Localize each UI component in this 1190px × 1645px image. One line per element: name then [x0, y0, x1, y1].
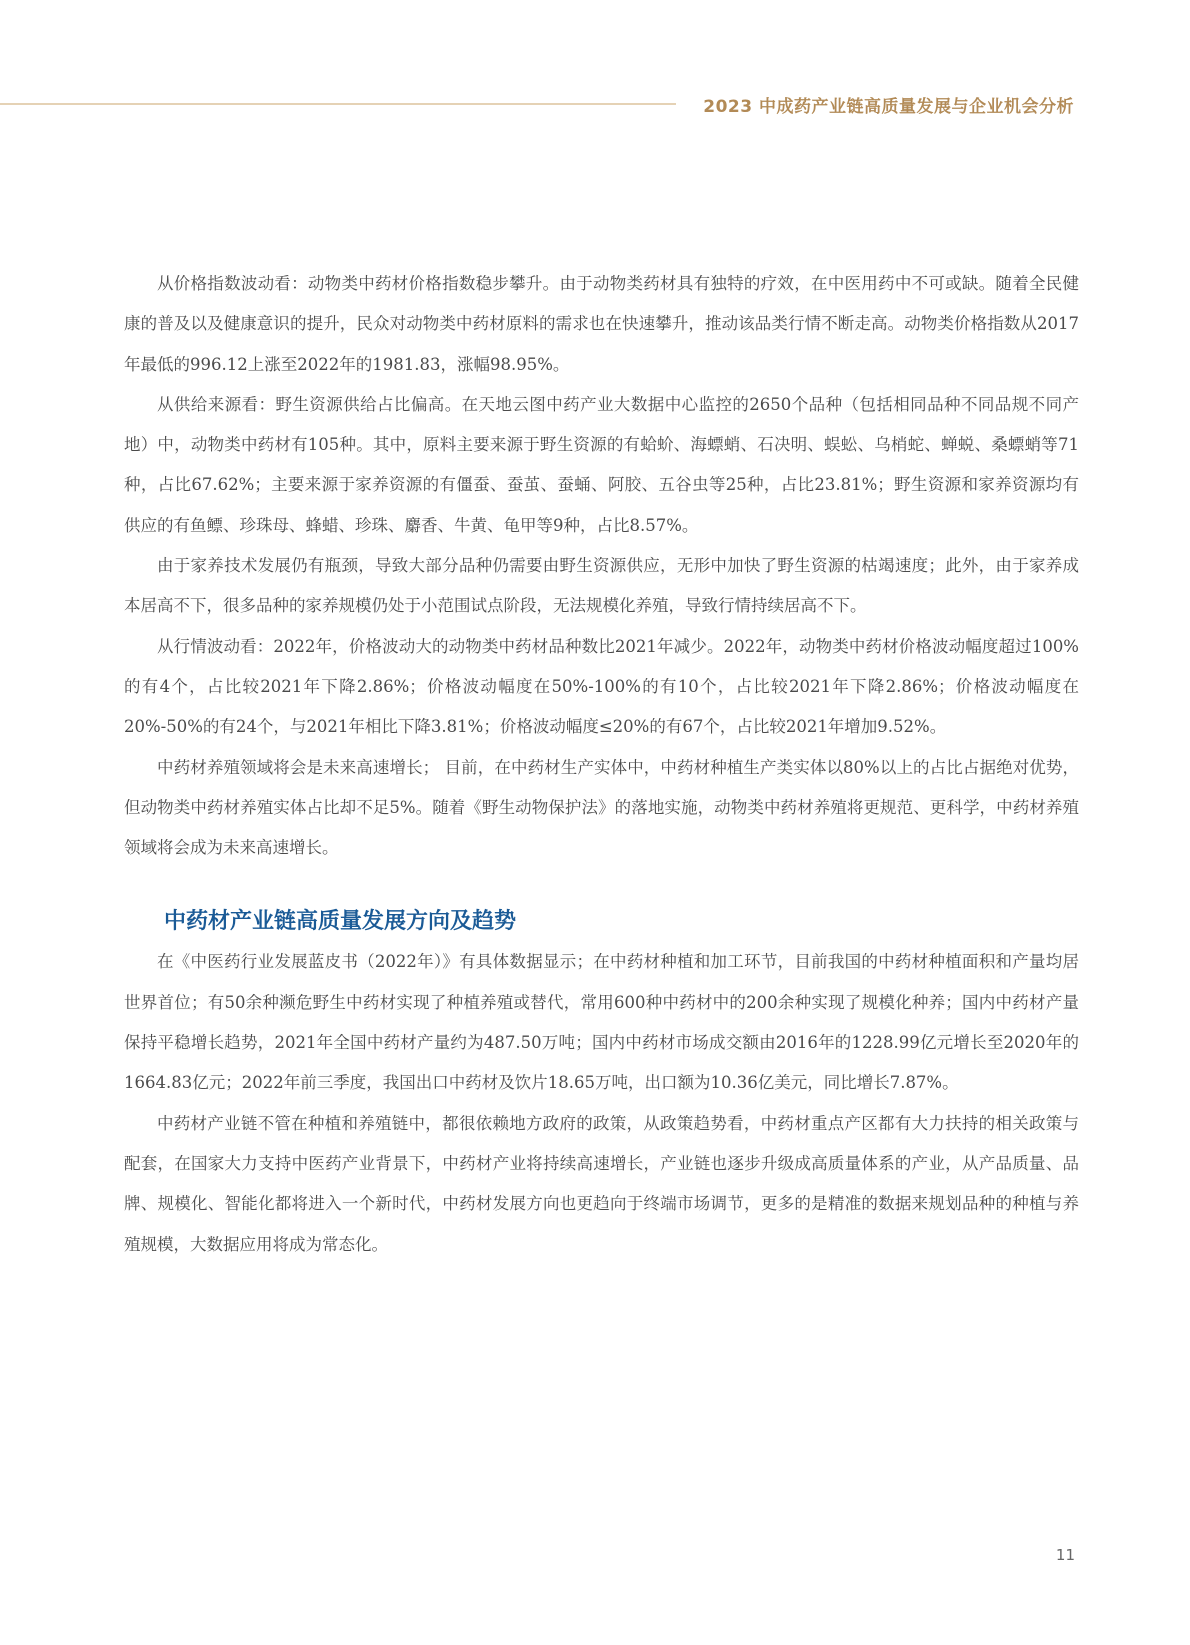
section-heading: 中药材产业链高质量发展方向及趋势: [164, 909, 517, 935]
paragraph-market-fluctuation: 从行情波动看：2022年，价格波动大的动物类中药材品种数比2021年减少。2022年，动物类中药材价格波动幅度超过100%的有4个，占比较2021年下降2.86%；价格波动幅度在50%-100%的有10个，占比较2021年下降2.86%；价格波动幅度在20%-50%的有24个，与2021年相比下降3.81%；价格波动幅度≤20%的有67个，占比较2021年增加9.52%。: [124, 636, 1079, 737]
page-number: 11: [1055, 1546, 1075, 1564]
paragraph-bluebook-data: 在《中医药行业发展蓝皮书（2022年）》有具体数据显示；在中药材种植和加工环节，目前我国的中药材种植面积和产量均居世界首位；有50余种濒危野生中药材实现了种植养殖或替代，常用600种中药材中的200余种实现了规模化种养；国内中药材产量保持平稳增长趋势，2021年全国中药材产量约为487.50万吨；国内中药材市场成交额由2016年的1228.99亿元增长至2020年的1664.83亿元；2022年前三季度，我国出口中药材及饮片18.65万吨，出口额为10.36亿美元，同比增长7.87%。: [124, 952, 1079, 1093]
paragraph-breeding-growth: 中药材养殖领域将会是未来高速增长； 目前，在中药材生产实体中，中药材种植生产类实体以80%以上的占比占据绝对优势，但动物类中药材养殖实体占比却不足5%。随着《野生动物保护法》的落地实施，动物类中药材养殖将更规范、更科学，中药材养殖领域将会成为未来高速增长。: [124, 757, 1079, 858]
header-rule: [0, 103, 676, 105]
paragraph-price-index: 从价格指数波动看：动物类中药材价格指数稳步攀升。由于动物类药材具有独特的疗效，在中医用药中不可或缺。随着全民健康的普及以及健康意识的提升，民众对动物类中药材原料的需求也在快速攀升，推动该品类行情不断走高。动物类价格指数从2017年最低的996.12上涨至2022年的1981.83，涨幅98.95%。: [124, 274, 1079, 374]
document-body: [124, 264, 1079, 1265]
paragraph-supply-source: 从供给来源看：野生资源供给占比偏高。在天地云图中药产业大数据中心监控的2650个品种（包括相同品种不同品规不同产地）中，动物类中药材有105种。其中，原料主要来源于野生资源的有蛤蚧、海螵蛸、石决明、蜈蚣、乌梢蛇、蝉蜕、桑螵蛸等71种，占比67.62%；主要来源于家养资源的有僵蚕、蚕茧、蚕蛹、阿胶、五谷虫等25种，占比23.81%；野生资源和家养资源均有供应的有鱼鳔、珍珠母、蜂蜡、珍珠、麝香、牛黄、龟甲等9种，占比8.57%。: [124, 394, 1079, 535]
paragraph-breeding-bottleneck: 由于家养技术发展仍有瓶颈，导致大部分品种仍需要由野生资源供应，无形中加快了野生资源的枯竭速度；此外，由于家养成本居高不下，很多品种的家养规模仍处于小范围试点阶段，无法规模化养殖，导致行情持续居高不下。: [124, 556, 1079, 616]
running-header-title: 2023 中成药产业链高质量发展与企业机会分析: [703, 97, 1074, 117]
paragraph-policy-trend: 中药材产业链不管在种植和养殖链中，都很依赖地方政府的政策，从政策趋势看，中药材重点产区都有大力扶持的相关政策与配套，在国家大力支持中医药产业背景下，中药材产业将持续高速增长，产业链也逐步升级成高质量体系的产业，从产品质量、品牌、规模化、智能化都将进入一个新时代，中药材发展方向也更趋向于终端市场调节，更多的是精准的数据来规划品种的种植与养殖规模，大数据应用将成为常态化。: [124, 1113, 1079, 1254]
section-spacer: [124, 868, 1079, 902]
